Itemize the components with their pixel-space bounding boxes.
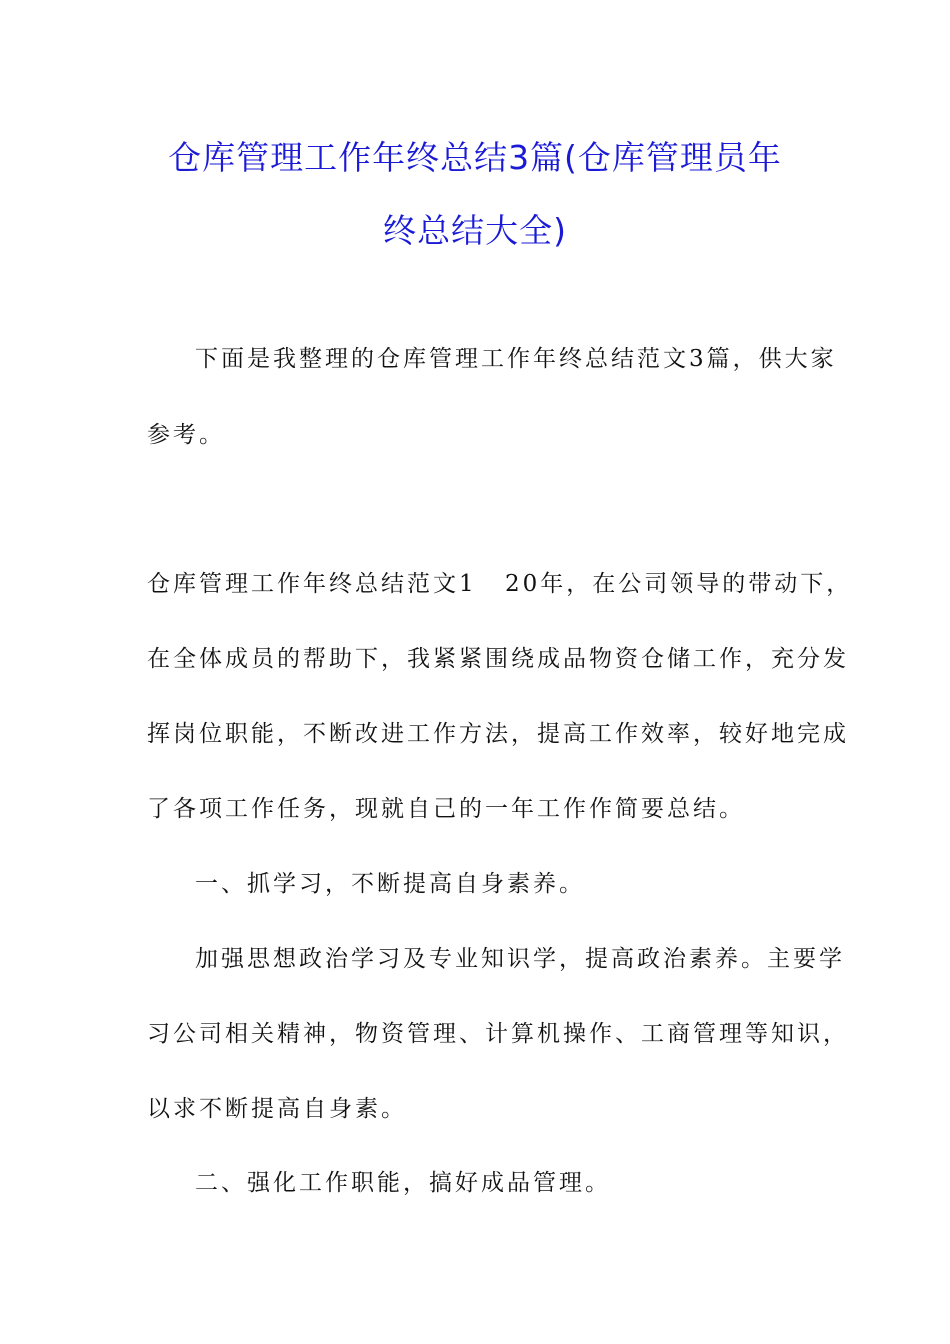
section-1-heading: 仓库管理工作年终总结范文1 [147, 571, 477, 597]
point-1-paragraph-line-3: 以求不断提高自身素。 [147, 1096, 407, 1122]
point-1-heading: 一、抓学习，不断提高自身素养。 [195, 871, 585, 897]
section-1-paragraph-line-3: 挥岗位职能，不断改进工作方法，提高工作效率，较好地完成 [147, 721, 849, 747]
point-2-heading: 二、强化工作职能，搞好成品管理。 [195, 1170, 611, 1196]
section-1-paragraph-line-4: 了各项工作任务，现就自己的一年工作作简要总结。 [147, 796, 745, 822]
point-1-paragraph-line-1: 加强思想政治学习及专业知识学，提高政治素养。主要学 [195, 946, 845, 972]
section-1-paragraph-line-2: 在全体成员的帮助下，我紧紧围绕成品物资仓储工作，充分发 [147, 646, 849, 672]
intro-paragraph-line-1: 下面是我整理的仓库管理工作年终总结范文3篇，供大家 [195, 346, 837, 372]
section-1-paragraph-line-1: 20年，在公司领导的带动下， [505, 571, 853, 597]
point-1-paragraph-line-2: 习公司相关精神，物资管理、计算机操作、工商管理等知识， [147, 1021, 849, 1047]
document-title-line-2: 终总结大全) [383, 211, 567, 250]
document-title-line-1: 仓库管理工作年终总结3篇(仓库管理员年 [168, 138, 782, 177]
intro-paragraph-line-2: 参考。 [147, 422, 225, 448]
